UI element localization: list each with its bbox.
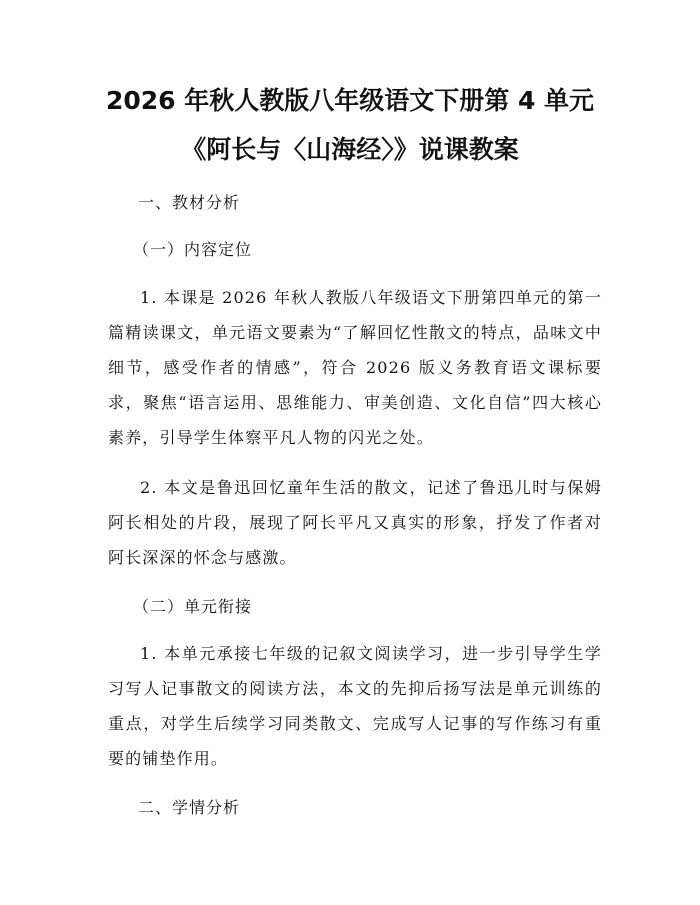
subsection-heading-content-positioning: （一）内容定位 (133, 240, 253, 259)
paragraph-text-summary: 2. 本文是鲁迅回忆童年生活的散文，记述了鲁迅儿时与保姆阿长相处的片段，展现了阿长平凡又真实的形象，抒发了作者对阿长深深的怀念与感激。 (108, 478, 602, 567)
document-title-line1: 2026 年秋人教版八年级语文下册第 4 单元 (105, 86, 595, 115)
paragraph-unit-connection: 1. 本单元承接七年级的记叙文阅读学习，进一步引导学生学习写人记事散文的阅读方法，本文的先抑后扬写法是单元训练的重点，对学生后续学习同类散文、完成写人记事的写作练习有重要的铺垫作用。 (108, 644, 602, 768)
section-heading-learner-analysis: 二、学情分析 (138, 798, 241, 817)
subsection-heading-unit-connection: （二）单元衔接 (133, 597, 253, 616)
section-heading-textbook-analysis: 一、教材分析 (138, 193, 241, 212)
document-title-line2: 《阿长与〈山海经〉》说课教案 (181, 135, 519, 164)
paragraph-course-position: 1. 本课是 2026 年秋人教版八年级语文下册第四单元的第一篇精读课文，单元语文要素为“了解回忆性散文的特点，品味文中细节，感受作者的情感”，符合 2026 版义务教育语文课标要求，聚焦“语言运用、思维能力、审美创造、文化自信”四大核心素养，引导学生体察平凡人物的闪光之处。 (108, 288, 602, 447)
